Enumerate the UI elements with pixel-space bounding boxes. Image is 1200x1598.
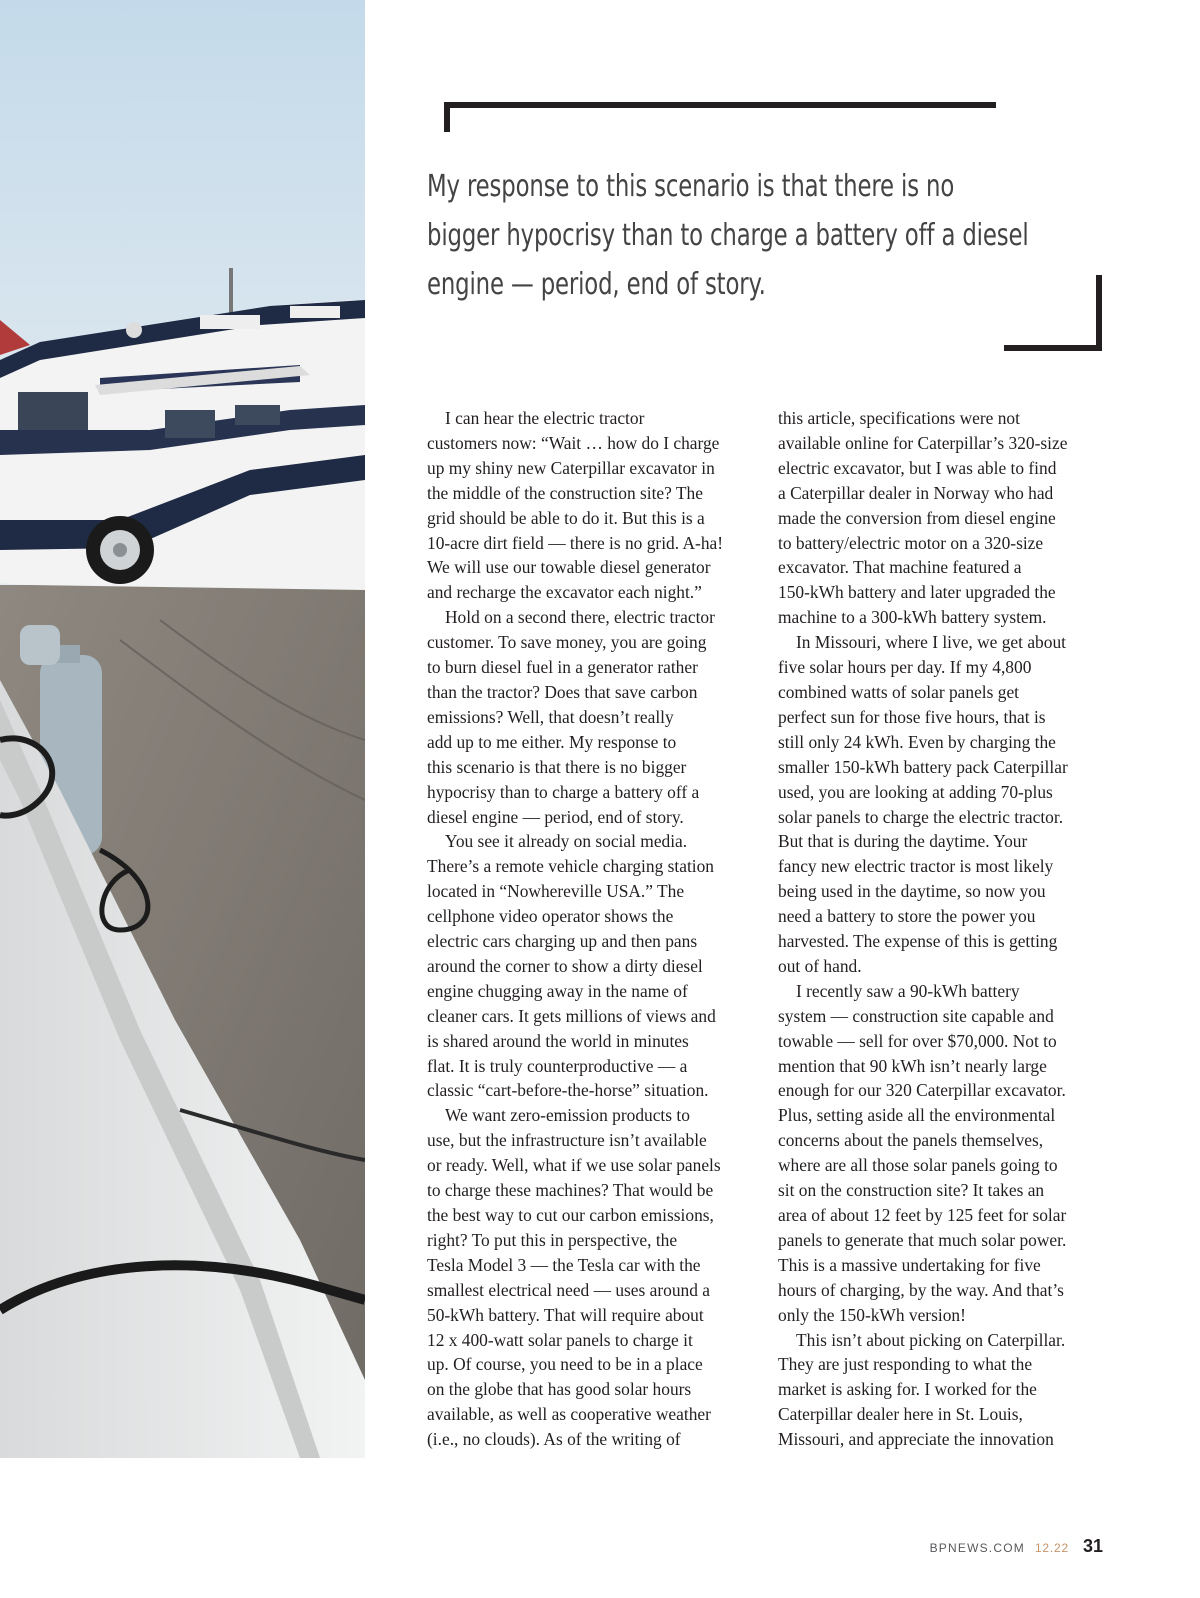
quote-bracket-top-leg xyxy=(444,102,450,132)
body-line: panels to generate that much solar power. xyxy=(778,1229,1067,1250)
body-line: hypocrisy than to charge a battery off a xyxy=(427,781,700,802)
body-line: around the corner to show a dirty diesel xyxy=(427,955,703,976)
body-line: to charge these machines? That would be xyxy=(427,1180,714,1201)
body-line: used, you are looking at adding 70-plus xyxy=(778,781,1053,802)
pull-quote-line: bigger hypocrisy than to charge a battery off a diesel xyxy=(427,218,1029,253)
body-line: or ready. Well, what if we use solar panels xyxy=(427,1155,721,1176)
body-column-2 xyxy=(778,406,1106,1452)
body-line: grid should be able to do it. But this is a xyxy=(427,507,705,528)
body-line: a Caterpillar dealer in Norway who had xyxy=(778,482,1054,503)
body-line: enough for our 320 Caterpillar excavator. xyxy=(778,1080,1066,1101)
body-line: Missouri, and appreciate the innovation xyxy=(778,1429,1054,1450)
body-line: add up to me either. My response to xyxy=(427,731,677,752)
body-line: There’s a remote vehicle charging station xyxy=(427,856,714,877)
body-line: only the 150-kWh version! xyxy=(778,1304,966,1325)
body-line: on the globe that has good solar hours xyxy=(427,1379,692,1400)
body-line: the middle of the construction site? The xyxy=(427,482,703,503)
body-line: towable — sell for over $70,000. Not to xyxy=(778,1030,1057,1051)
body-paragraph xyxy=(427,406,757,605)
body-line: harvested. The expense of this is getting xyxy=(778,931,1058,952)
body-line: concerns about the panels themselves, xyxy=(778,1130,1044,1151)
body-line: need a battery to store the power you xyxy=(778,906,1036,927)
body-line: market is asking for. I worked for the xyxy=(778,1379,1037,1400)
body-line: diesel engine — period, end of story. xyxy=(427,806,684,827)
body-line: 12 x 400-watt solar panels to charge it xyxy=(427,1329,693,1350)
body-line: emissions? Well, that doesn’t really xyxy=(427,706,674,727)
body-line: area of about 12 feet by 125 feet for solar xyxy=(778,1205,1067,1225)
body-column-1 xyxy=(427,406,757,1452)
body-line: out of hand. xyxy=(778,955,862,976)
body-line: the best way to cut our carbon emissions, xyxy=(427,1205,714,1225)
body-line: Hold on a second there, electric tractor xyxy=(445,607,715,628)
body-line: up. Of course, you need to be in a place xyxy=(427,1354,703,1375)
body-paragraph xyxy=(427,605,757,829)
body-line: classic “cart-before-the-horse” situation. xyxy=(427,1080,709,1101)
article-photo xyxy=(0,0,365,1458)
page-number: 31 xyxy=(1082,1536,1103,1556)
body-line: hours of charging, by the way. And that’s xyxy=(778,1279,1064,1300)
body-line: flat. It is truly counterproductive — a xyxy=(427,1055,688,1076)
body-line: is shared around the world in minutes xyxy=(427,1030,689,1051)
body-line: five solar hours per day. If my 4,800 xyxy=(778,657,1032,678)
body-line: Plus, setting aside all the environmental xyxy=(778,1105,1056,1126)
body-line: sit on the construction site? It takes an xyxy=(778,1180,1045,1201)
body-line: mention that 90 kWh isn’t nearly large xyxy=(778,1055,1047,1076)
quote-bracket-top-bar xyxy=(444,102,996,108)
body-line: where are all those solar panels going to xyxy=(778,1155,1058,1176)
body-paragraph xyxy=(427,1103,757,1452)
body-line: 150-kWh battery and later upgraded the xyxy=(778,582,1056,603)
body-line: being used in the daytime, so now you xyxy=(778,881,1046,902)
body-line: combined watts of solar panels get xyxy=(778,681,1019,702)
body-line: I recently saw a 90-kWh battery xyxy=(796,980,1020,1001)
body-line: engine chugging away in the name of xyxy=(427,980,688,1001)
body-line: perfect sun for those five hours, that is xyxy=(778,706,1046,727)
body-line: still only 24 kWh. Even by charging the xyxy=(778,731,1056,752)
body-line: But that is during the daytime. Your xyxy=(778,831,1028,852)
body-line: to battery/electric motor on a 320-size xyxy=(778,532,1044,553)
body-line: cleaner cars. It gets millions of views and xyxy=(427,1005,716,1026)
body-line: than the tractor? Does that save carbon xyxy=(427,681,698,702)
body-paragraph xyxy=(778,1328,1106,1453)
body-line: right? To put this in perspective, the xyxy=(427,1229,678,1250)
body-line: to burn diesel fuel in a generator rather xyxy=(427,657,698,678)
body-line: located in “Nowhereville USA.” The xyxy=(427,881,685,902)
body-line: This isn’t about picking on Caterpillar. xyxy=(796,1329,1066,1350)
body-line: excavator. That machine featured a xyxy=(778,557,1022,578)
body-line: this scenario is that there is no bigger xyxy=(427,756,687,777)
body-line: They are just responding to what the xyxy=(778,1354,1033,1375)
quote-bracket-bottom-bar xyxy=(1004,345,1102,351)
body-line: available online for Caterpillar’s 320-size xyxy=(778,432,1068,453)
body-line: smallest electrical need — uses around a xyxy=(427,1279,710,1300)
body-line: solar panels to charge the electric tractor. xyxy=(778,806,1064,827)
footer-site: BPNEWS.COM xyxy=(929,1541,1025,1555)
body-line: customer. To save money, you are going xyxy=(427,632,707,653)
body-line: electric excavator, but I was able to find xyxy=(778,457,1057,478)
body-line: up my shiny new Caterpillar excavator in xyxy=(427,457,715,478)
body-line: In Missouri, where I live, we get about xyxy=(796,632,1066,653)
body-paragraph xyxy=(427,829,757,1103)
body-line: available, as well as cooperative weather xyxy=(427,1404,711,1425)
body-line: use, but the infrastructure isn’t available xyxy=(427,1130,707,1151)
pull-quote-line: engine — period, end of story. xyxy=(427,267,766,302)
body-line: 10-acre dirt field — there is no grid. A-ha! xyxy=(427,532,724,553)
body-line: We will use our towable diesel generator xyxy=(427,557,711,578)
page-footer xyxy=(930,1536,1103,1557)
body-line: cellphone video operator shows the xyxy=(427,906,674,927)
body-line: We want zero-emission products to xyxy=(445,1105,690,1126)
body-line: You see it already on social media. xyxy=(445,831,688,852)
body-line: I can hear the electric tractor xyxy=(445,408,645,428)
body-line: Tesla Model 3 — the Tesla car with the xyxy=(427,1254,701,1275)
body-line: customers now: “Wait … how do I charge xyxy=(427,432,720,453)
body-line: This is a massive undertaking for five xyxy=(778,1254,1041,1275)
body-paragraph xyxy=(778,630,1106,979)
photo-rv-parked-icon xyxy=(0,0,365,1458)
pull-quote-line: My response to this scenario is that there is no xyxy=(427,169,955,204)
body-line: system — construction site capable and xyxy=(778,1005,1054,1026)
body-line: fancy new electric tractor is most likely xyxy=(778,856,1054,877)
body-paragraph xyxy=(778,406,1106,630)
body-line: Caterpillar dealer here in St. Louis, xyxy=(778,1404,1023,1425)
body-line: 50-kWh battery. That will require about xyxy=(427,1304,704,1325)
body-line: (i.e., no clouds). As of the writing of xyxy=(427,1429,681,1450)
body-line: machine to a 300-kWh battery system. xyxy=(778,607,1047,628)
body-line: smaller 150-kWh battery pack Caterpillar xyxy=(778,756,1068,777)
body-paragraph xyxy=(778,979,1106,1328)
quote-bracket-bottom-leg xyxy=(1096,275,1102,351)
pull-quote xyxy=(427,162,1096,309)
body-line: and recharge the excavator each night.” xyxy=(427,582,702,603)
footer-issue-date: 12.22 xyxy=(1034,1541,1069,1555)
body-line: electric cars charging up and then pans xyxy=(427,931,698,952)
body-line: made the conversion from diesel engine xyxy=(778,507,1056,528)
body-line: this article, specifications were not xyxy=(778,408,1020,428)
